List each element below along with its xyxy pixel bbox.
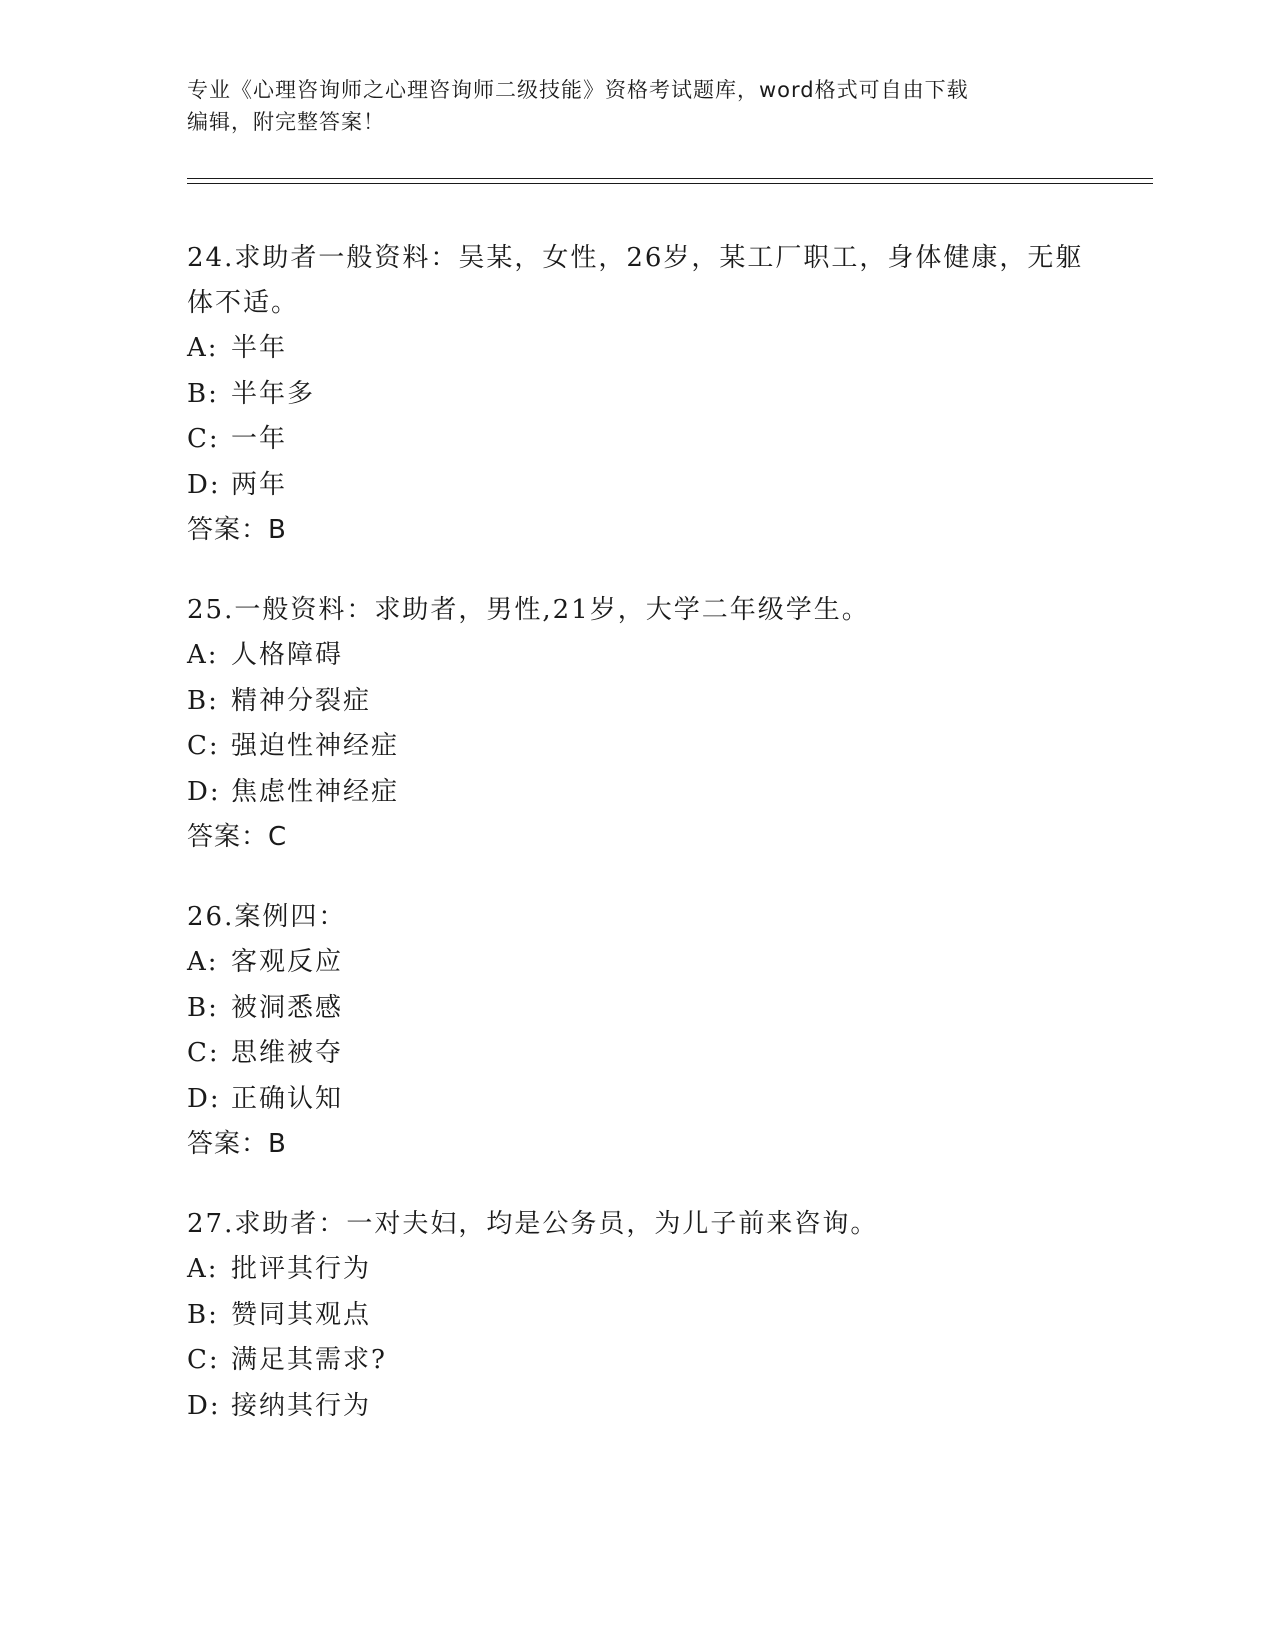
option-text: 精神分裂症 <box>231 685 372 716</box>
option-text: 一年 <box>231 424 288 454</box>
option-letter: C: <box>187 731 220 761</box>
option-a <box>187 940 1087 986</box>
option-letter: A: <box>187 640 219 670</box>
option-text: 思维被夺 <box>231 1038 344 1068</box>
option-letter: C: <box>187 1345 220 1375</box>
option-text: 人格障碍 <box>231 640 344 670</box>
option-b <box>187 1293 1087 1339</box>
option-d <box>187 1077 1087 1123</box>
option-d <box>187 1384 1087 1430</box>
option-letter: B: <box>187 378 219 409</box>
option-text: 正确认知 <box>231 1083 344 1114</box>
option-b <box>187 986 1087 1032</box>
option-text: 焦虑性神经症 <box>231 776 400 807</box>
option-c <box>187 1338 1087 1384</box>
header-divider-top <box>187 178 1153 179</box>
question-26 <box>187 895 1087 1167</box>
option-c <box>187 1031 1087 1077</box>
option-text: 两年 <box>231 469 288 500</box>
answer-line: 答案：C <box>187 822 288 852</box>
question-25 <box>187 588 1087 860</box>
option-letter: A: <box>187 947 219 977</box>
document-header <box>187 74 1087 138</box>
question-27 <box>187 1202 1087 1429</box>
header-line-1: 专业《心理咨询师之心理咨询师二级技能》资格考试题库，word格式可自由下载 <box>187 78 969 102</box>
option-letter: C: <box>187 424 220 454</box>
option-text: 强迫性神经症 <box>231 731 400 761</box>
question-text: 26.案例四： <box>187 902 347 932</box>
question-text: 25.一般资料：求助者，男性,21岁，大学二年级学生。 <box>187 595 870 625</box>
option-b <box>187 372 1087 418</box>
option-text: 赞同其观点 <box>231 1299 372 1330</box>
question-list <box>187 236 1087 1464</box>
option-letter: D: <box>187 1083 221 1114</box>
option-d <box>187 463 1087 509</box>
option-text: 批评其行为 <box>231 1254 372 1284</box>
answer-line: 答案：B <box>187 515 287 545</box>
option-letter: B: <box>187 992 219 1023</box>
option-d <box>187 770 1087 816</box>
option-text: 满足其需求? <box>231 1345 387 1375</box>
option-c <box>187 417 1087 463</box>
option-text: 客观反应 <box>231 947 344 977</box>
option-a <box>187 1247 1087 1293</box>
option-letter: B: <box>187 685 219 716</box>
question-24 <box>187 236 1087 553</box>
header-divider-bottom <box>187 183 1153 184</box>
option-text: 半年 <box>231 333 288 363</box>
option-text: 半年多 <box>231 378 316 409</box>
option-b <box>187 679 1087 725</box>
option-letter: D: <box>187 776 221 807</box>
option-letter: C: <box>187 1038 220 1068</box>
option-letter: B: <box>187 1299 219 1330</box>
option-letter: A: <box>187 1254 219 1284</box>
answer-line: 答案：B <box>187 1129 287 1159</box>
option-letter: D: <box>187 1390 221 1421</box>
option-text: 被洞悉感 <box>231 992 344 1023</box>
question-text: 27.求助者：一对夫妇，均是公务员，为儿子前来咨询。 <box>187 1209 879 1239</box>
question-text: 24.求助者一般资料：吴某，女性，26岁，某工厂职工，身体健康，无躯体不适。 <box>187 243 1084 318</box>
option-letter: D: <box>187 469 221 500</box>
header-line-2: 编辑，附完整答案！ <box>187 110 385 134</box>
option-c <box>187 724 1087 770</box>
option-a <box>187 326 1087 372</box>
option-a <box>187 633 1087 679</box>
option-letter: A: <box>187 333 219 363</box>
option-text: 接纳其行为 <box>231 1390 372 1421</box>
